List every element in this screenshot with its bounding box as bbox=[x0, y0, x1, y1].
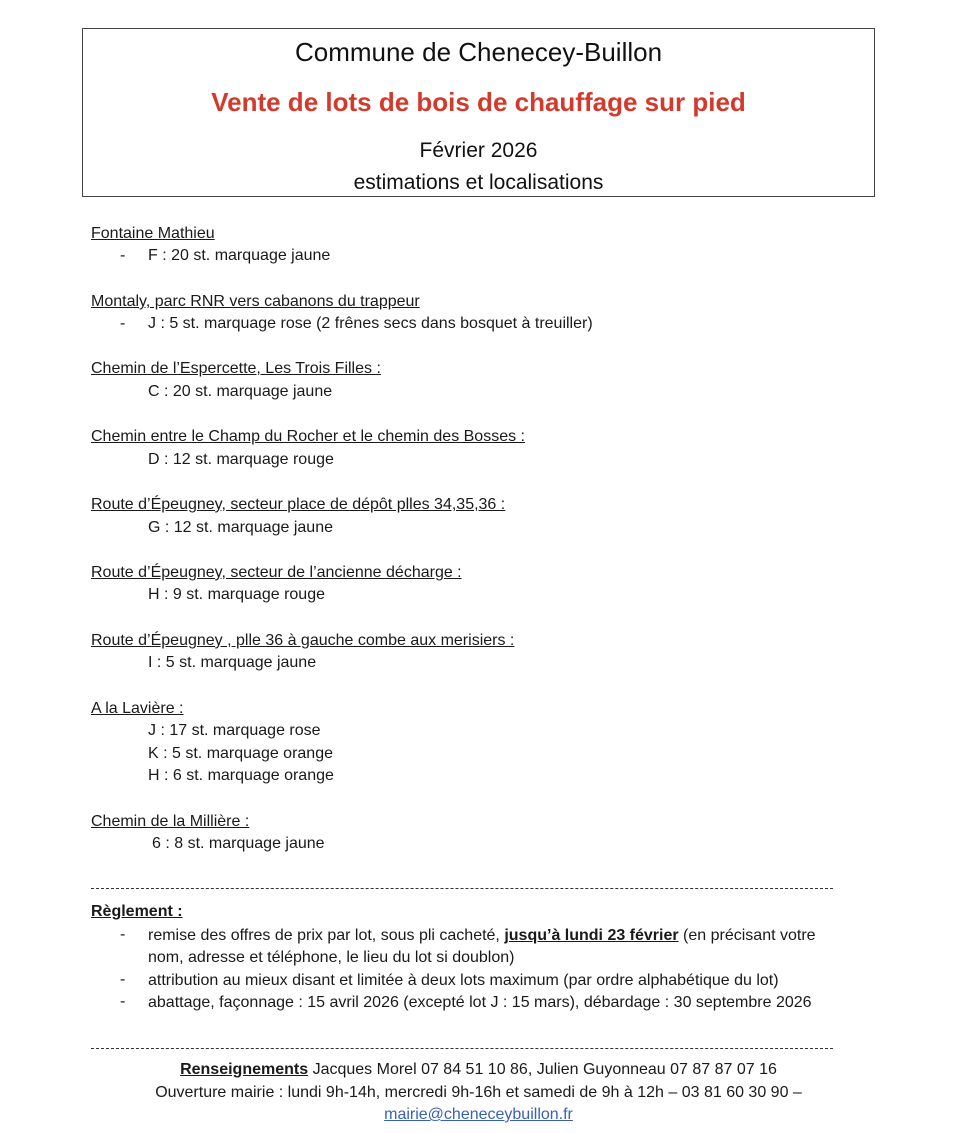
footer-hours: Ouverture mairie : lundi 9h-14h, mercredi 9h-16h et samedi de 9h à 12h – 03 81 60 30 90 – bbox=[155, 1084, 802, 1101]
footer-contacts-text: Jacques Morel 07 84 51 10 86, Julien Guyonneau 07 87 87 07 16 bbox=[308, 1061, 777, 1078]
rule-dates: abattage, façonnage : 15 avril 2026 (excepté lot J : 15 mars), débardage : 30 septembre 2026 bbox=[148, 994, 812, 1011]
rule-offers-line2: nom, adresse et téléphone, le lieu du lot si doublon) bbox=[148, 949, 515, 966]
lot-item: 6 : 8 st. marquage jaune bbox=[152, 835, 325, 852]
separator bbox=[91, 1048, 833, 1049]
rule-offers-text: remise des offres de prix par lot, sous pli cacheté, bbox=[148, 927, 505, 944]
lot-item: C : 20 st. marquage jaune bbox=[148, 383, 333, 400]
lot-item: I : 5 st. marquage jaune bbox=[148, 654, 317, 671]
rule-offers-line1 bbox=[148, 925, 870, 947]
location-montaly: Montaly, parc RNR vers cabanons du trappeur bbox=[91, 293, 420, 310]
subtitle: estimations et localisations bbox=[353, 171, 604, 194]
lot-item: F : 20 st. marquage jaune bbox=[148, 247, 331, 264]
separator bbox=[91, 888, 833, 889]
email-link[interactable]: mairie@cheneceybuillon.fr bbox=[384, 1106, 573, 1123]
rules-title: Règlement : bbox=[91, 903, 183, 920]
date: Février 2026 bbox=[419, 139, 538, 162]
lot-item: H : 6 st. marquage orange bbox=[148, 767, 334, 784]
header-box bbox=[82, 28, 875, 197]
bullet: - bbox=[120, 926, 126, 943]
lot-item: K : 5 st. marquage orange bbox=[148, 745, 333, 762]
rule-attribution: attribution au mieux disant et limitée à deux lots maximum (par ordre alphabétique du lot) bbox=[148, 972, 779, 989]
location-champ-du-rocher: Chemin entre le Champ du Rocher et le chemin des Bosses : bbox=[91, 428, 525, 445]
location-espercette: Chemin de l’Espercette, Les Trois Filles : bbox=[91, 360, 381, 377]
location-la-laviere: A la Lavière : bbox=[91, 700, 184, 717]
lot-item: J : 17 st. marquage rose bbox=[148, 722, 321, 739]
page-title: Vente de lots de bois de chauffage sur pied bbox=[211, 87, 746, 117]
footer-email-line bbox=[82, 1104, 875, 1126]
location-epeugney-depot: Route d’Épeugney, secteur place de dépôt plles 34,35,36 : bbox=[91, 496, 506, 513]
lot-item: J : 5 st. marquage rose (2 frênes secs dans bosquet à treuiller) bbox=[148, 315, 593, 332]
commune-name: Commune de Chenecey-Buillon bbox=[294, 37, 663, 67]
location-fontaine-mathieu: Fontaine Mathieu bbox=[91, 225, 215, 242]
rule-offers bbox=[148, 925, 870, 969]
rule-offers-text-after: (en précisant votre bbox=[678, 927, 816, 944]
location-milliere: Chemin de la Millière : bbox=[91, 813, 250, 830]
bullet: - bbox=[120, 993, 126, 1010]
footer-contacts bbox=[82, 1059, 875, 1081]
lot-item: H : 9 st. marquage rouge bbox=[148, 586, 325, 603]
footer-lead: Renseignements bbox=[180, 1061, 309, 1078]
location-epeugney-decharge: Route d’Épeugney, secteur de l’ancienne décharge : bbox=[91, 564, 462, 581]
lot-item: D : 12 st. marquage rouge bbox=[148, 451, 334, 468]
bullet: - bbox=[120, 315, 126, 332]
bullet: - bbox=[120, 247, 126, 264]
deadline: jusqu’à lundi 23 février bbox=[504, 927, 679, 944]
bullet: - bbox=[120, 971, 126, 988]
location-epeugney-plle-36: Route d’Épeugney , plle 36 à gauche combe aux merisiers : bbox=[91, 632, 515, 649]
lot-item: G : 12 st. marquage jaune bbox=[148, 519, 333, 536]
